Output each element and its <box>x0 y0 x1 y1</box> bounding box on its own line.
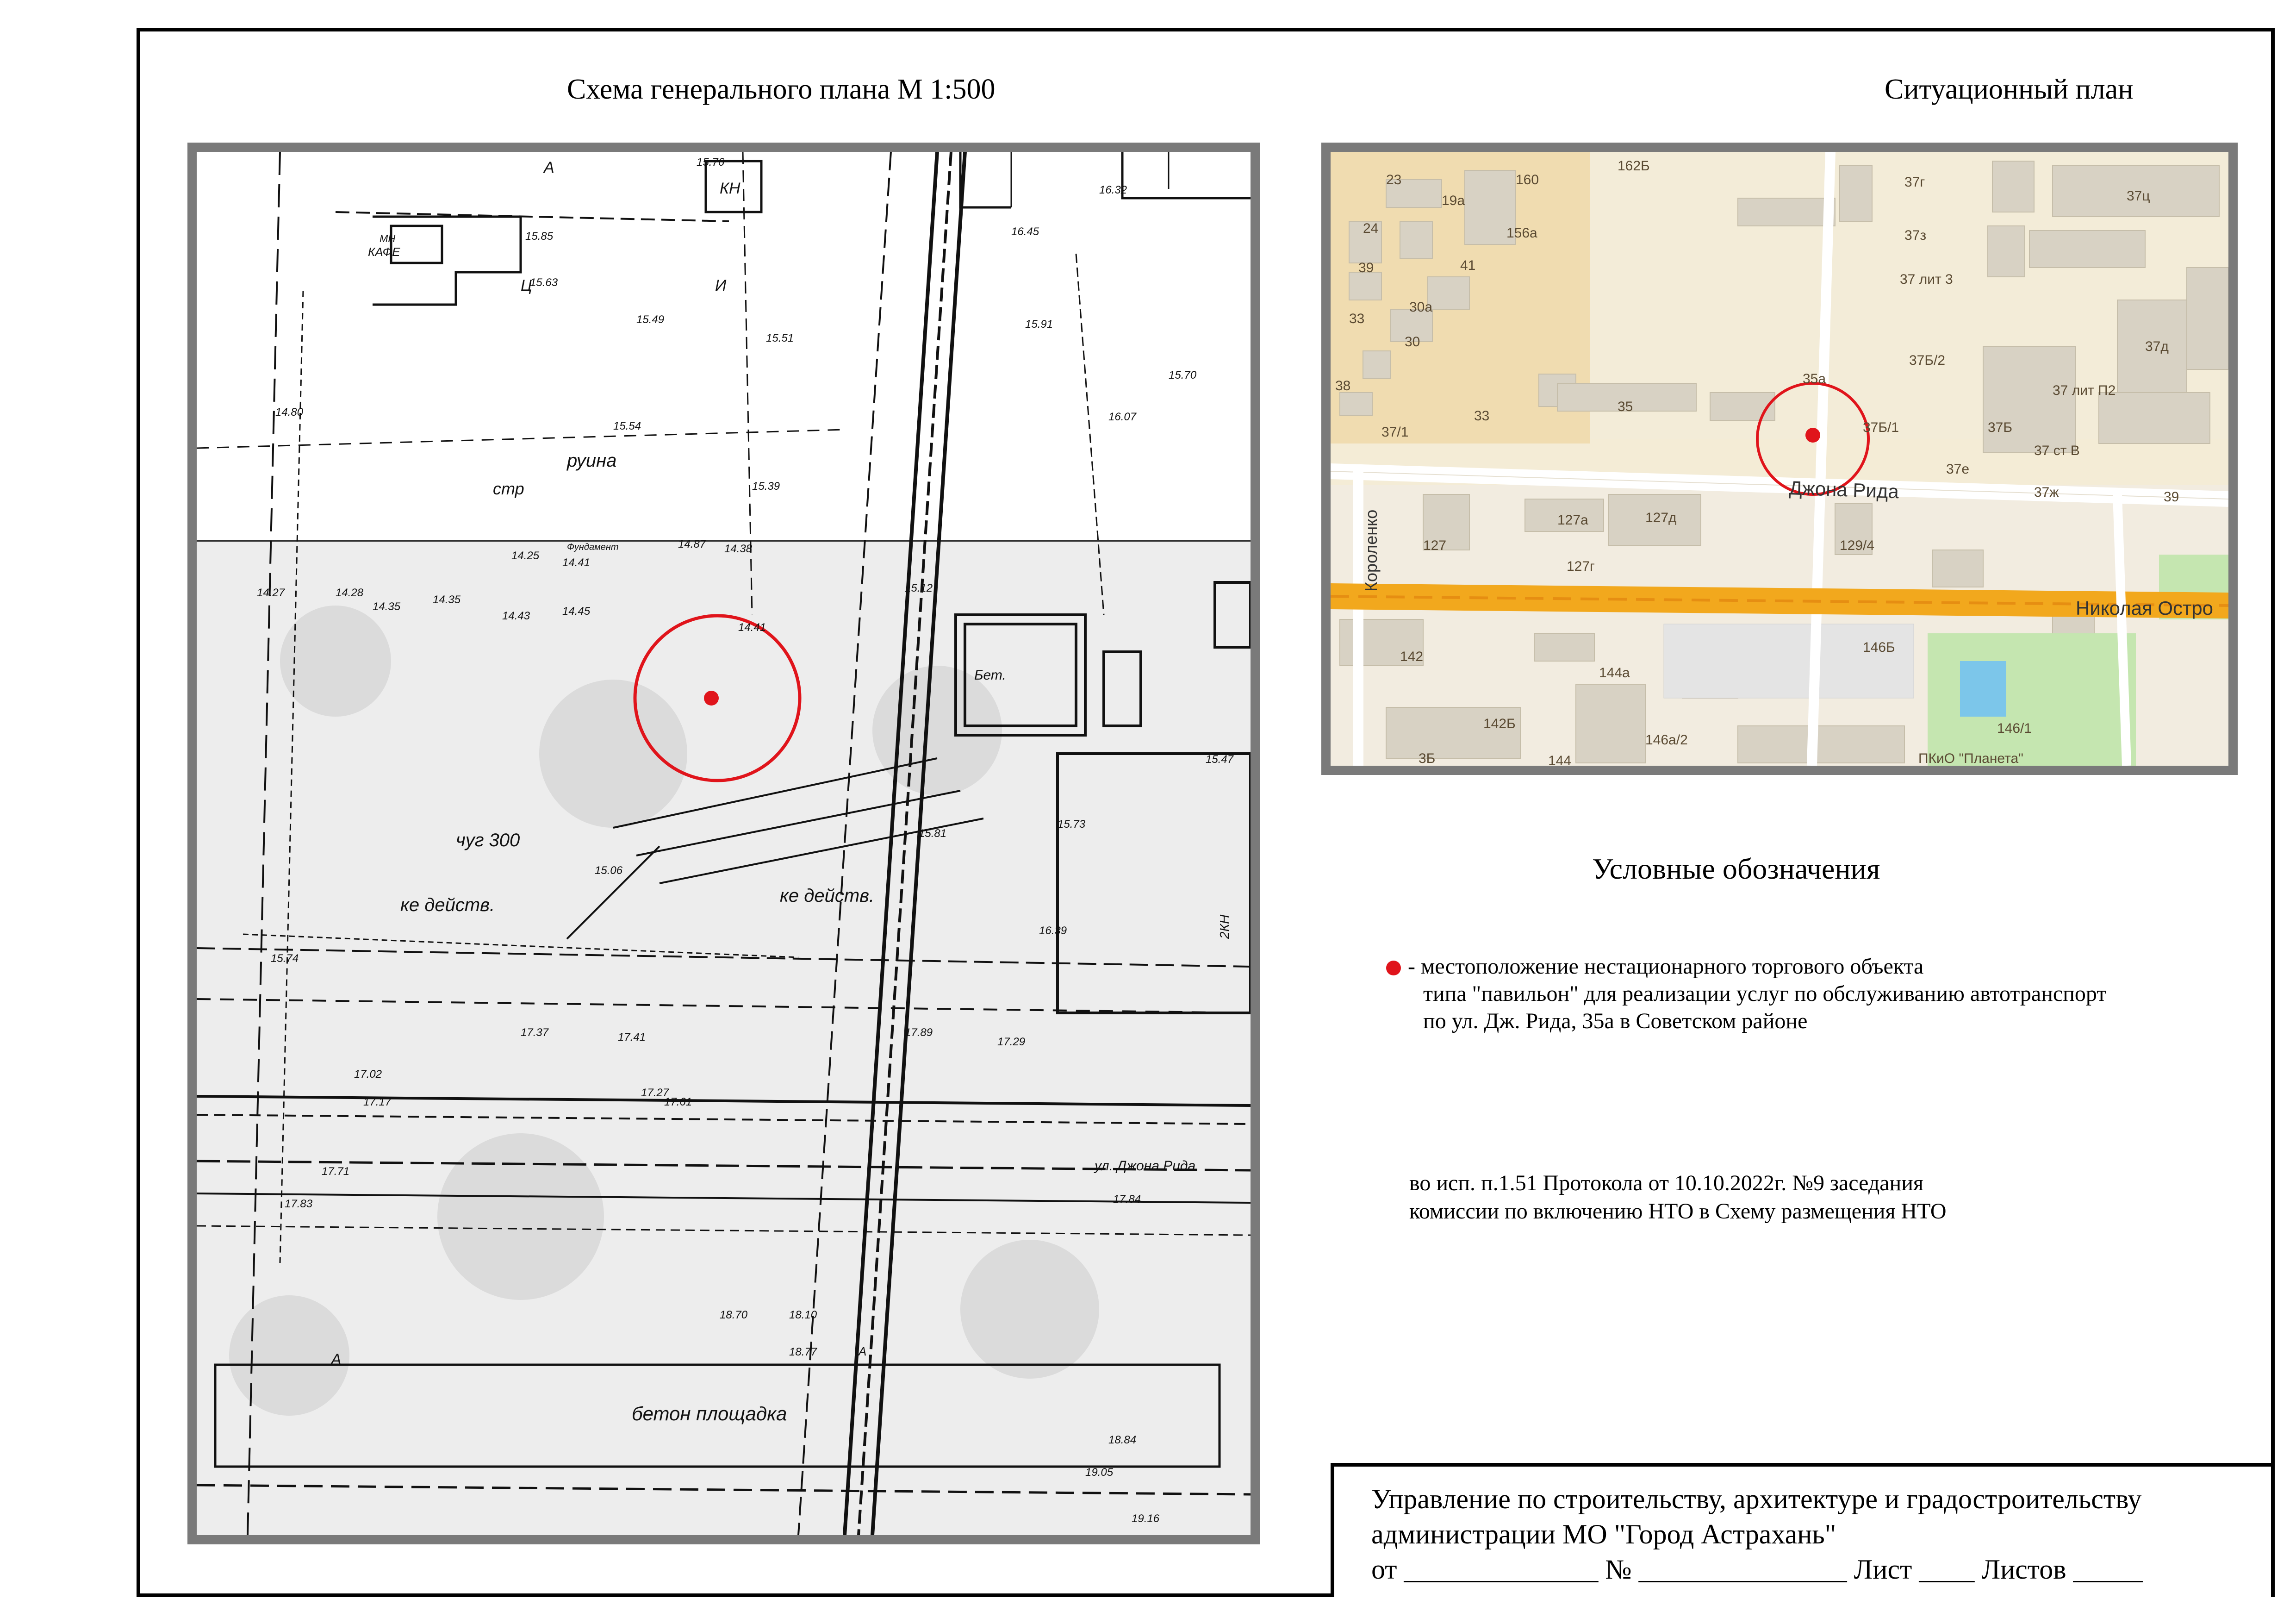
elevation: 17.02 <box>354 1068 382 1081</box>
building-number: 30а <box>1409 300 1433 315</box>
building-number: 30 <box>1405 334 1420 350</box>
building-number: 33 <box>1349 311 1365 326</box>
elevation: 17.41 <box>618 1031 646 1043</box>
elevation: 14.80 <box>275 406 304 418</box>
elevation: 14.38 <box>724 543 753 555</box>
title-block-line-3: от ______________ № _______________ Лист ____ Листов _____ <box>1371 1554 2143 1585</box>
elevation: 16.39 <box>1039 924 1067 937</box>
building-number: 142 <box>1400 649 1424 664</box>
general-plan-title: Схема генерального плана М 1:500 <box>567 74 996 105</box>
plan-location-marker <box>704 691 719 706</box>
building-number: 37/1 <box>1381 425 1409 440</box>
elevation: 17.84 <box>1113 1193 1141 1206</box>
fundament-label: Фундамент <box>567 542 619 552</box>
letter-i: И <box>715 277 727 294</box>
elevation: 15.12 <box>905 582 933 594</box>
building-number: 35а <box>1803 371 1826 387</box>
building-number: 144 <box>1548 753 1572 766</box>
building-number: 127г <box>1567 559 1595 574</box>
building-number: 35 <box>1618 399 1633 414</box>
elevation: 15.63 <box>530 276 558 289</box>
elevation: 17.89 <box>905 1026 933 1039</box>
building-number: 41 <box>1460 258 1476 273</box>
elevation: 14.25 <box>511 550 540 562</box>
street-name-ostrovsky: Николая Остро <box>2076 597 2213 619</box>
elevation: 15.73 <box>1058 818 1086 831</box>
elevation: 16.07 <box>1108 411 1137 423</box>
elevation: 15.91 <box>1025 318 1053 331</box>
building-number: 37Б/1 <box>1863 420 1899 435</box>
chug300-label: чуг 300 <box>456 830 520 850</box>
note-line-2: комиссии по включению НТО в Схему размещения НТО <box>1409 1199 1947 1224</box>
building-number: 37Б <box>1988 420 2013 435</box>
ke-deistv-label: ке действ. <box>400 895 495 915</box>
title-block <box>1331 1463 2275 1597</box>
building-number: 127 <box>1423 538 1447 553</box>
beton-label: бетон площадка <box>632 1403 787 1424</box>
elevation: 15.39 <box>752 480 780 493</box>
elevation: 15.85 <box>525 230 554 243</box>
elevation: 18.84 <box>1108 1434 1137 1446</box>
building-number: 146Б <box>1863 640 1895 655</box>
elevation: 14.87 <box>678 538 706 550</box>
building-number: 127д <box>1645 510 1677 525</box>
elevation: 14.35 <box>373 600 401 613</box>
letter-a-bottom: А <box>331 1351 342 1368</box>
building-number: ПКиО "Планета" <box>1918 751 2023 766</box>
building-number: 39 <box>2164 489 2179 505</box>
elevation: 14.45 <box>562 605 591 618</box>
title-block-line-1: Управление по строительству, архитектуре и градостроительству <box>1371 1484 2142 1514</box>
building-number: 146/1 <box>1997 721 2032 736</box>
elevation: 16.45 <box>1011 225 1039 238</box>
building-number: 23 <box>1386 172 1402 187</box>
building-number: 33 <box>1474 408 1490 424</box>
str-label: стр <box>493 479 524 498</box>
elevation: 15.54 <box>613 420 641 432</box>
elevation: 15.74 <box>271 952 299 965</box>
building-number: 19а <box>1442 193 1465 208</box>
building-number: 37 лит 3 <box>1900 272 1953 287</box>
street-name-korolenko: Короленко <box>1362 509 1381 592</box>
street-name-john-reed: Джона Рида <box>1788 477 1899 503</box>
kafe-label: КАФЕ <box>368 245 400 259</box>
building-number: 37д <box>2145 339 2169 354</box>
elevation: 14.35 <box>433 593 461 606</box>
letter-a-right: А <box>859 1344 867 1358</box>
building-number: 129/4 <box>1840 538 1875 553</box>
building-number: 38 <box>1335 378 1351 394</box>
situation-map[interactable] <box>1331 152 2228 766</box>
building-number: 37г <box>1904 175 1925 190</box>
building-number: 37 ст В <box>2034 443 2080 458</box>
building-number: 37е <box>1946 462 1970 477</box>
letter-a-top: А <box>544 159 554 176</box>
legend-line-2: типа "павильон" для реализации услуг по обслуживанию автотранспорт <box>1423 981 2107 1006</box>
elevation: 17.61 <box>664 1096 692 1108</box>
building-number: 37 лит П2 <box>2053 383 2116 398</box>
building-number: 127а <box>1557 512 1588 528</box>
elevation: 15.70 <box>1169 369 1197 381</box>
situation-plan-title: Ситуационный план <box>1885 74 2134 105</box>
elevation: 17.27 <box>641 1087 669 1099</box>
kn-label: КН <box>720 180 740 197</box>
elevation: 14.43 <box>502 610 530 622</box>
general-plan-drawing <box>197 152 1251 1535</box>
elevation: 15.81 <box>919 827 947 840</box>
bet-label: Бет. <box>974 668 1006 683</box>
legend-title: Условные обозначения <box>1592 852 1880 885</box>
elevation: 19.16 <box>1132 1512 1160 1525</box>
elevation: 15.51 <box>766 332 794 344</box>
title-block-line-2: администрации МО "Город Астрахань" <box>1371 1519 1836 1549</box>
elevation: 15.49 <box>636 313 665 326</box>
elevation: 17.71 <box>322 1165 350 1178</box>
building-number: 162Б <box>1618 158 1650 174</box>
legend-marker-icon <box>1386 961 1401 975</box>
building-number: 37з <box>1904 228 1927 243</box>
building-number: 37Б/2 <box>1909 353 1946 368</box>
kn2-label: 2КН <box>1217 914 1232 939</box>
elevation: 16.32 <box>1099 184 1127 196</box>
letter-c: Ц <box>521 277 532 294</box>
building-number: 37ц <box>2127 188 2150 204</box>
note-line-1: во исп. п.1.51 Протокола от 10.10.2022г. №9 заседания <box>1409 1171 1924 1195</box>
elevation: 15.06 <box>595 864 623 877</box>
building-number: 156а <box>1506 225 1537 241</box>
building-number: 160 <box>1516 172 1539 187</box>
legend-line-1: - местоположение нестационарного торгового объекта <box>1408 954 1924 979</box>
elevation: 19.05 <box>1085 1466 1114 1479</box>
building-number: 37ж <box>2034 485 2059 500</box>
building-number: 142Б <box>1483 716 1516 731</box>
building-number: 3Б <box>1419 751 1436 766</box>
general-plan-panel <box>187 143 1260 1544</box>
elevation: 18.10 <box>789 1309 817 1321</box>
mn-label: МН <box>380 233 396 244</box>
elevation: 15.76 <box>697 156 725 169</box>
building-number: 144а <box>1599 665 1630 681</box>
elevation: 18.77 <box>789 1346 817 1358</box>
elevation: 14.28 <box>336 587 364 599</box>
elevation: 17.83 <box>285 1198 313 1210</box>
elevation: 17.17 <box>363 1096 392 1108</box>
legend-line-3: по ул. Дж. Рида, 35а в Советском районе <box>1423 1009 1808 1033</box>
map-location-marker <box>1805 428 1820 443</box>
elevation: 14.41 <box>738 621 766 634</box>
situation-plan-panel[interactable] <box>1321 143 2238 775</box>
elevation: 15.47 <box>1206 753 1234 766</box>
building-number: 39 <box>1358 260 1374 275</box>
elevation: 17.29 <box>997 1036 1026 1048</box>
building-number: 146а/2 <box>1645 732 1688 748</box>
ke-deistv-label-2: ке действ. <box>780 886 875 906</box>
elevation: 18.70 <box>720 1309 748 1321</box>
elevation: 14.27 <box>257 587 285 599</box>
elevation: 14.41 <box>562 556 591 569</box>
street-label: ул. Джона Рида <box>1095 1158 1196 1174</box>
ruina-label: руина <box>567 450 617 471</box>
elevation: 17.37 <box>521 1026 549 1039</box>
building-number: 24 <box>1363 221 1379 236</box>
